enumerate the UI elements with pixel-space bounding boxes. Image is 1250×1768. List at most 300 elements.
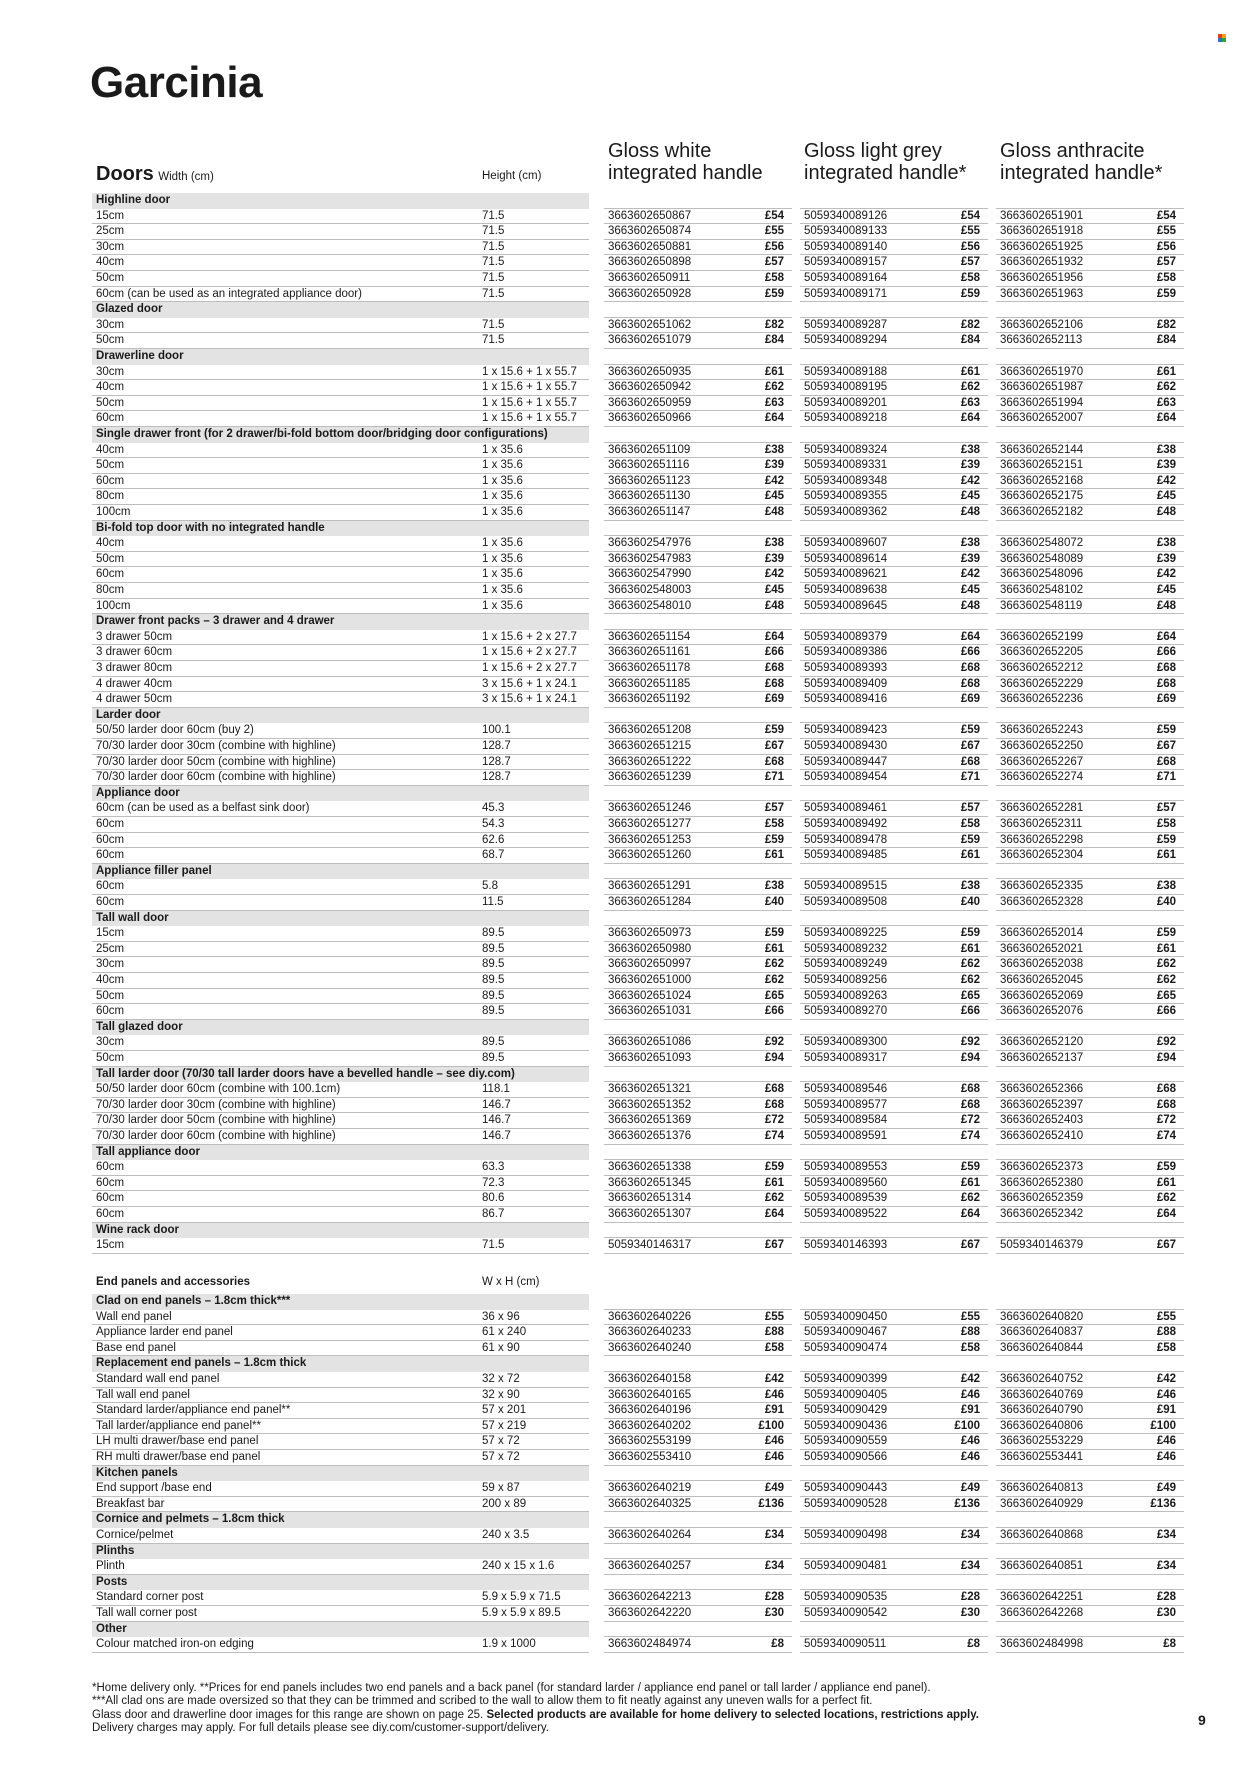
product-code: 5059340090542 — [804, 1607, 888, 1619]
price-cell — [800, 567, 988, 583]
column-rule — [996, 707, 1184, 708]
product-code: 5059340089362 — [804, 506, 888, 518]
product-code: 5059340090481 — [804, 1560, 888, 1573]
product-code: 5059340089225 — [804, 927, 888, 940]
product-code: 5059340089133 — [804, 225, 888, 238]
price-cell — [996, 926, 1184, 942]
product-code: 3663602640257 — [608, 1560, 692, 1573]
price-cell — [800, 801, 988, 817]
product-code: 5059340089300 — [804, 1036, 888, 1049]
product-code: 3663602651376 — [608, 1130, 692, 1142]
price: £67 — [764, 1239, 784, 1252]
product-code: 5059340090399 — [804, 1373, 888, 1385]
row-label: Breakfast bar — [96, 1497, 165, 1510]
product-code: 3663602640240 — [608, 1341, 692, 1354]
product-code: 3663602652106 — [1000, 318, 1084, 331]
price: £63 — [960, 396, 980, 409]
price-cell — [800, 677, 988, 693]
price: £84 — [764, 334, 784, 347]
price: £71 — [764, 771, 784, 784]
column-rule — [604, 1465, 792, 1466]
row-label: 25cm — [96, 942, 125, 955]
price: £62 — [764, 381, 784, 394]
table-row — [0, 1388, 1250, 1404]
price: £42 — [1156, 568, 1176, 581]
price: £45 — [1156, 490, 1176, 503]
price: £58 — [764, 272, 784, 284]
product-code: 3663602553441 — [1000, 1451, 1084, 1463]
price-cell — [604, 801, 792, 817]
product-code: 5059340089614 — [804, 552, 888, 565]
price: £68 — [1156, 677, 1176, 690]
column-rule — [800, 613, 988, 614]
section-header — [92, 1466, 589, 1482]
product-code: 5059340089270 — [804, 1005, 888, 1018]
row-size: 1 x 35.6 — [482, 568, 523, 581]
row-label: Tall wall end panel — [96, 1388, 190, 1401]
price-cell — [604, 489, 792, 505]
row-size: 146.7 — [482, 1098, 511, 1111]
price-cell — [800, 957, 988, 973]
row-size: 71.5 — [482, 225, 505, 238]
row-label: 50/50 larder door 60cm (buy 2) — [96, 724, 254, 737]
price-cell — [604, 1528, 792, 1544]
row-label: 60cm — [96, 1161, 125, 1174]
price-cell — [800, 630, 988, 646]
table-row — [0, 973, 1250, 989]
price-cell — [800, 489, 988, 505]
section-label: Clad on end panels – 1.8cm thick*** — [96, 1295, 291, 1307]
row-rule — [92, 1253, 589, 1254]
price: £54 — [1156, 209, 1176, 222]
column-rule — [604, 301, 792, 302]
product-code: 5059340146379 — [1000, 1239, 1084, 1252]
price: £65 — [764, 989, 784, 1002]
price-cell — [800, 661, 988, 677]
row-size: 61 x 240 — [482, 1326, 527, 1339]
price: £55 — [764, 225, 784, 238]
price-cell — [800, 1606, 988, 1622]
price-cell — [996, 1637, 1184, 1653]
row-label: 60cm — [96, 568, 125, 581]
product-code: 5059340090528 — [804, 1497, 888, 1510]
price-cell — [604, 723, 792, 739]
column-rule — [604, 785, 792, 786]
product-code: 5059340089560 — [804, 1176, 888, 1189]
column-rule — [996, 1222, 1184, 1223]
price-cell — [996, 661, 1184, 677]
price-cell — [604, 879, 792, 895]
row-label: 70/30 larder door 30cm (combine with highline) — [96, 1098, 336, 1111]
product-code: 3663602651956 — [1000, 272, 1084, 284]
price: £64 — [960, 412, 980, 425]
price-cell — [996, 723, 1184, 739]
row-size: 1 x 35.6 — [482, 537, 523, 550]
product-code: 3663602651260 — [608, 849, 692, 862]
product-code: 3663602652182 — [1000, 506, 1084, 518]
section-label: Tall wall door — [96, 911, 169, 924]
table-row — [0, 879, 1250, 895]
product-code: 3663602553199 — [608, 1435, 692, 1448]
table-row — [0, 926, 1250, 942]
price-cell — [800, 443, 988, 459]
price-cell — [604, 333, 792, 349]
price: £66 — [960, 646, 980, 659]
product-code: 3663602548119 — [1000, 599, 1083, 612]
price-cell — [604, 1051, 792, 1067]
product-code: 3663602651994 — [1000, 396, 1084, 409]
product-code: 3663602651215 — [608, 740, 692, 752]
row-size: 59 x 87 — [482, 1482, 520, 1495]
price: £28 — [764, 1591, 784, 1604]
price: £46 — [764, 1451, 784, 1463]
table-row — [0, 287, 1250, 303]
product-code: 5059340089539 — [804, 1192, 888, 1205]
table-row — [0, 255, 1250, 271]
section-label: Replacement end panels – 1.8cm thick — [96, 1357, 307, 1370]
row-size: 45.3 — [482, 802, 505, 815]
product-code: 3663602547983 — [608, 552, 692, 565]
price: £61 — [960, 365, 980, 378]
product-code: 5059340090443 — [804, 1482, 888, 1495]
table-row — [0, 1004, 1250, 1020]
price: £68 — [960, 677, 980, 690]
product-code: 3663602652281 — [1000, 802, 1084, 815]
price: £136 — [1150, 1497, 1176, 1510]
price: £68 — [764, 1098, 784, 1111]
price: £39 — [960, 459, 980, 472]
product-code: 3663602548072 — [1000, 537, 1084, 550]
product-code: 3663602650942 — [608, 381, 692, 394]
price-cell — [996, 1176, 1184, 1192]
price: £64 — [1156, 412, 1176, 425]
price-cell — [996, 458, 1184, 474]
price-cell — [996, 1191, 1184, 1207]
price: £58 — [1156, 272, 1176, 284]
table-row — [0, 723, 1250, 739]
price-cell — [800, 1035, 988, 1051]
table-row — [0, 1191, 1250, 1207]
section-label: Appliance filler panel — [96, 864, 212, 877]
column-header-gloss-white: Gloss white integrated handle — [608, 140, 763, 184]
price: £62 — [1156, 381, 1176, 394]
row-size: 32 x 90 — [482, 1388, 520, 1401]
row-label: 4 drawer 40cm — [96, 677, 173, 690]
price-cell — [996, 224, 1184, 240]
section-label: Tall larder door (70/30 tall larder doors have a bevelled handle – see diy.com) — [96, 1067, 515, 1080]
product-code: 3663602651079 — [608, 334, 692, 347]
product-code: 3663602652229 — [1000, 677, 1084, 690]
price: £66 — [1156, 646, 1176, 659]
section-header — [92, 1575, 589, 1591]
product-code: 5059340090498 — [804, 1529, 888, 1541]
row-label: 100cm — [96, 599, 131, 612]
column-rule — [800, 707, 988, 708]
price: £46 — [1156, 1435, 1176, 1448]
table-row — [0, 1098, 1250, 1114]
section-label: Tall appliance door — [96, 1145, 200, 1158]
product-code: 5059340089621 — [804, 568, 888, 581]
price-cell — [800, 926, 988, 942]
row-label: 60cm — [96, 1208, 125, 1220]
price-cell — [800, 755, 988, 771]
price: £28 — [960, 1591, 980, 1604]
row-label: 30cm — [96, 1036, 125, 1049]
end-panels-header: End panels and accessories — [96, 1276, 251, 1288]
price: £61 — [1156, 365, 1176, 378]
table-row — [0, 474, 1250, 490]
price-cell — [604, 739, 792, 755]
product-code: 3663602640844 — [1000, 1341, 1084, 1354]
table-row — [0, 1176, 1250, 1192]
column-rule — [800, 1574, 988, 1575]
price-cell — [800, 1004, 988, 1020]
row-label: 80cm — [96, 584, 125, 596]
row-label: 50cm — [96, 396, 125, 409]
row-size: 71.5 — [482, 272, 505, 284]
row-label: 60cm — [96, 474, 125, 487]
row-size: 89.5 — [482, 989, 505, 1002]
row-size: 1 x 35.6 — [482, 459, 523, 472]
product-code: 3663602652175 — [1000, 490, 1084, 503]
row-label: 3 drawer 50cm — [96, 630, 173, 643]
table-row — [0, 489, 1250, 505]
product-code: 3663602652069 — [1000, 989, 1084, 1002]
table-row — [0, 1434, 1250, 1450]
price-cell — [604, 770, 792, 786]
price: £48 — [960, 506, 980, 518]
row-label: Tall larder/appliance end panel** — [96, 1419, 261, 1432]
product-code: 5059340089324 — [804, 443, 888, 456]
price: £68 — [764, 755, 784, 768]
price: £58 — [764, 818, 784, 830]
column-rule — [800, 1465, 988, 1466]
section-header — [92, 1223, 589, 1239]
product-code: 3663602640158 — [608, 1373, 692, 1385]
price: £48 — [764, 599, 784, 612]
product-code: 5059340146317 — [608, 1239, 692, 1252]
price-cell — [800, 1051, 988, 1067]
price: £8 — [771, 1638, 784, 1651]
product-code: 3663602547976 — [608, 537, 692, 550]
price-cell — [800, 1310, 988, 1326]
price-cell — [604, 1129, 792, 1145]
table-row — [0, 989, 1250, 1005]
price-cell — [996, 380, 1184, 396]
price: £34 — [1156, 1529, 1176, 1541]
table-row — [0, 1082, 1250, 1098]
product-code: 3663602651222 — [608, 755, 692, 768]
price: £30 — [1156, 1607, 1176, 1619]
price: £64 — [1156, 630, 1176, 643]
price-cell — [604, 677, 792, 693]
row-label: 60cm — [96, 412, 125, 425]
price: £62 — [764, 1192, 784, 1205]
price: £61 — [1156, 942, 1176, 955]
table-row — [0, 1129, 1250, 1145]
section-header — [92, 1622, 589, 1638]
product-code: 3663602651925 — [1000, 240, 1084, 253]
row-size: 63.3 — [482, 1161, 505, 1174]
price-cell — [996, 1403, 1184, 1419]
price: £55 — [764, 1310, 784, 1323]
price-cell — [800, 1419, 988, 1435]
price: £68 — [1156, 755, 1176, 768]
row-size: 57 x 72 — [482, 1451, 520, 1463]
row-rule — [92, 1652, 589, 1653]
price-cell — [996, 1160, 1184, 1176]
row-label: 50cm — [96, 272, 125, 284]
price-cell — [996, 1238, 1184, 1254]
price: £40 — [960, 896, 980, 908]
column-rule — [996, 1355, 1184, 1356]
product-code: 3663602651192 — [608, 693, 691, 706]
price-cell — [604, 474, 792, 490]
price: £59 — [1156, 724, 1176, 737]
price: £67 — [1156, 1239, 1176, 1252]
product-code: 3663602651970 — [1000, 365, 1084, 378]
column-rule — [604, 1574, 792, 1575]
product-code: 5059340089584 — [804, 1114, 888, 1127]
price-cell — [800, 1082, 988, 1098]
product-code: 3663602651369 — [608, 1114, 692, 1127]
row-label: Standard larder/appliance end panel** — [96, 1404, 291, 1417]
price: £55 — [1156, 1310, 1176, 1323]
price-cell — [800, 287, 988, 303]
price-cell — [604, 957, 792, 973]
product-code: 3663602651116 — [608, 459, 690, 472]
price-cell — [800, 1403, 988, 1419]
price-cell — [604, 1590, 792, 1606]
table-row — [0, 1450, 1250, 1466]
price-cell — [604, 1341, 792, 1357]
product-code: 5059340089126 — [804, 209, 888, 222]
price-cell — [996, 1082, 1184, 1098]
product-code: 3663602652311 — [1000, 818, 1083, 830]
product-code: 5059340089249 — [804, 958, 888, 971]
price: £38 — [960, 880, 980, 893]
price-cell — [604, 1207, 792, 1223]
column-rule — [800, 910, 988, 911]
price-cell — [800, 1450, 988, 1466]
product-code: 5059340089416 — [804, 693, 888, 706]
product-code: 5059340089645 — [804, 599, 888, 612]
price-cell — [996, 1590, 1184, 1606]
product-code: 3663602650966 — [608, 412, 692, 425]
column-rule — [800, 1253, 988, 1254]
table-row — [0, 1372, 1250, 1388]
column-rule — [604, 1511, 792, 1512]
price-cell — [800, 536, 988, 552]
product-code: 3663602651000 — [608, 974, 692, 986]
section-label: Cornice and pelmets – 1.8cm thick — [96, 1513, 285, 1526]
price-cell — [604, 505, 792, 521]
price-cell — [800, 1528, 988, 1544]
product-code: 3663602652397 — [1000, 1098, 1084, 1111]
table-row — [0, 583, 1250, 599]
table-row — [0, 1113, 1250, 1129]
row-size: 240 x 3.5 — [482, 1529, 530, 1541]
price-cell — [996, 957, 1184, 973]
price: £100 — [954, 1419, 980, 1432]
price-cell — [800, 1372, 988, 1388]
product-code: 5059340089348 — [804, 474, 888, 487]
price-cell — [604, 1004, 792, 1020]
section-label: Highline door — [96, 194, 171, 206]
column-rule — [604, 1222, 792, 1223]
table-row — [0, 770, 1250, 786]
price: £61 — [960, 849, 980, 862]
section-label: Posts — [96, 1575, 128, 1588]
product-code: 3663602640868 — [1000, 1529, 1084, 1541]
price-cell — [800, 1481, 988, 1497]
price-cell — [800, 255, 988, 271]
price-cell — [800, 224, 988, 240]
price: £42 — [960, 474, 980, 487]
row-label: Tall wall corner post — [96, 1607, 197, 1619]
row-size: 62.6 — [482, 833, 505, 846]
column-rule — [996, 1066, 1184, 1067]
section-label: Drawerline door — [96, 350, 184, 362]
price-cell — [800, 1238, 988, 1254]
row-size: 3 x 15.6 + 1 x 24.1 — [482, 693, 577, 706]
price: £62 — [1156, 1192, 1176, 1205]
product-code: 3663602652076 — [1000, 1005, 1084, 1018]
price-cell — [800, 942, 988, 958]
row-size: 89.5 — [482, 927, 505, 940]
price: £55 — [1156, 225, 1176, 238]
price: £45 — [960, 584, 980, 596]
product-code: 5059340090511 — [804, 1638, 887, 1651]
row-label: 50/50 larder door 60cm (combine with 100.1cm) — [96, 1083, 341, 1096]
price-cell — [800, 723, 988, 739]
column-rule — [604, 1621, 792, 1622]
price-cell — [604, 1497, 792, 1513]
price-cell — [996, 271, 1184, 287]
price: £84 — [960, 334, 980, 347]
price-cell — [800, 380, 988, 396]
row-label: 40cm — [96, 381, 125, 394]
product-code: 3663602652298 — [1000, 833, 1084, 846]
product-code: 5059340089478 — [804, 833, 888, 846]
column-rule — [996, 520, 1184, 521]
column-rule — [604, 613, 792, 614]
product-code: 5059340089379 — [804, 630, 888, 643]
product-code: 3663602651918 — [1000, 225, 1084, 238]
row-label: 30cm — [96, 318, 125, 331]
price-cell — [996, 583, 1184, 599]
price: £39 — [1156, 459, 1176, 472]
product-code: 5059340089317 — [804, 1052, 888, 1064]
price: £62 — [764, 974, 784, 986]
row-size: 146.7 — [482, 1130, 511, 1142]
price-cell — [604, 989, 792, 1005]
price-cell — [800, 739, 988, 755]
price-cell — [800, 474, 988, 490]
section-header — [92, 1512, 589, 1528]
price-cell — [800, 458, 988, 474]
price-cell — [996, 489, 1184, 505]
column-rule — [996, 1621, 1184, 1622]
price: £82 — [764, 318, 784, 331]
price: £54 — [764, 209, 784, 222]
row-size: 1 x 15.6 + 1 x 55.7 — [482, 381, 577, 394]
price-cell — [604, 1450, 792, 1466]
price: £72 — [764, 1114, 784, 1127]
product-code: 5059340089140 — [804, 240, 888, 253]
product-code: 5059340089515 — [804, 880, 888, 893]
price-cell — [800, 552, 988, 568]
